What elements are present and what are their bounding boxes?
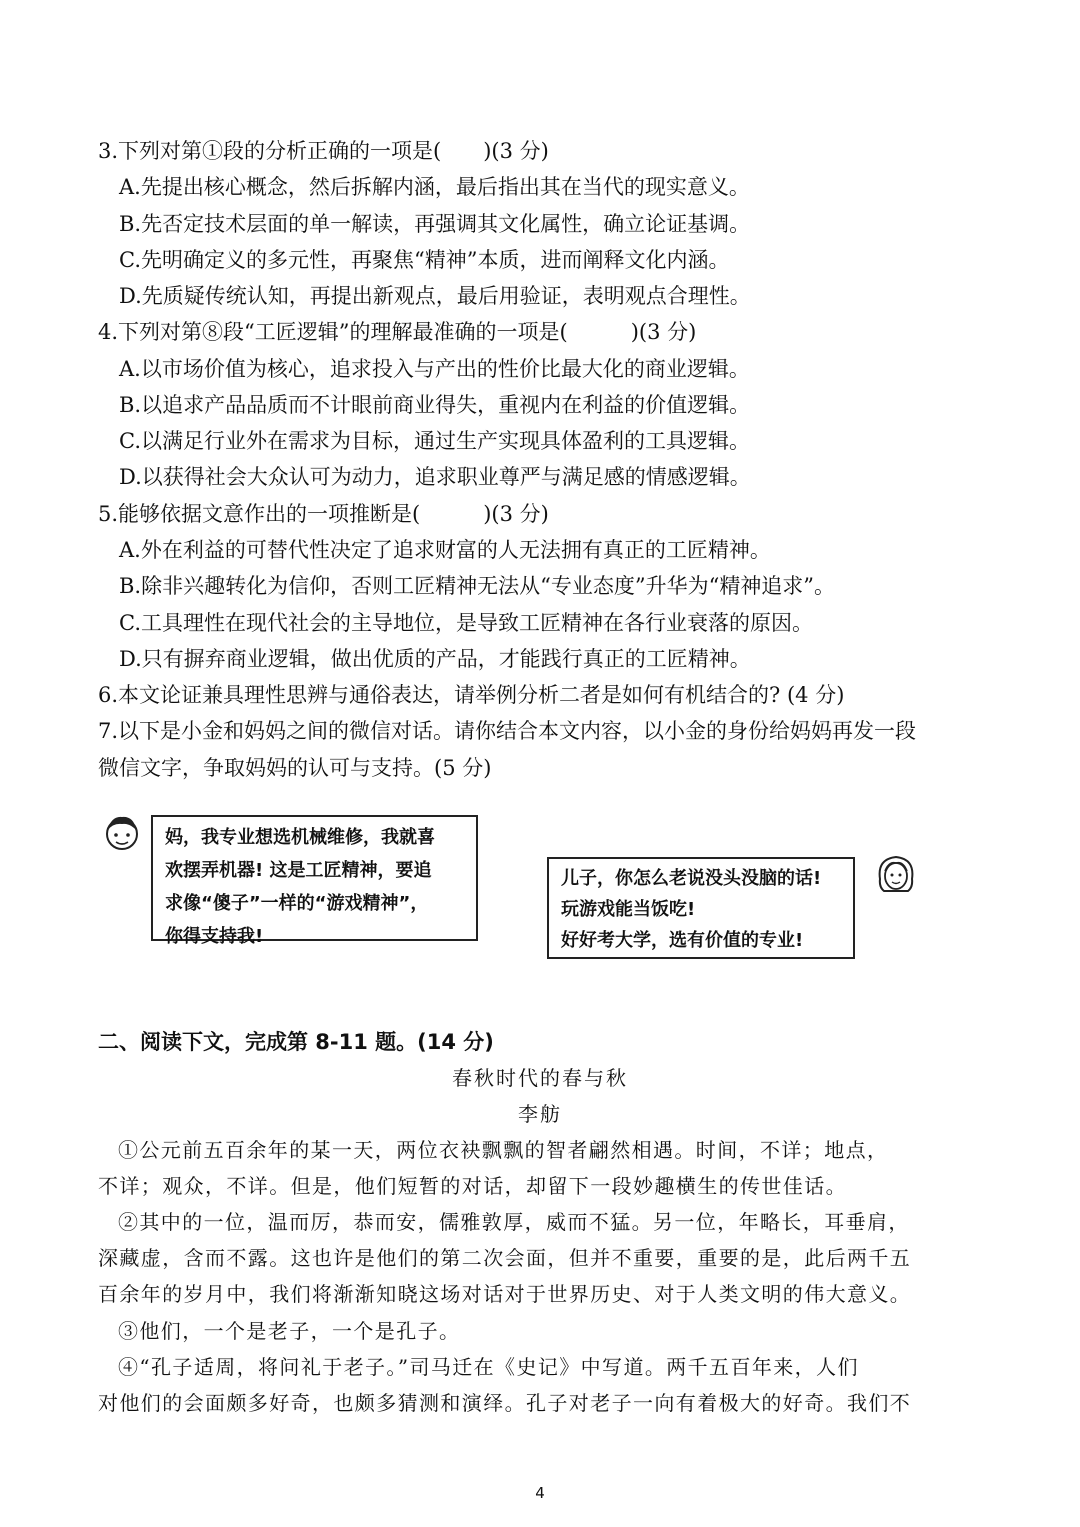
question-5-stem: 5.能够依据文意作出的一项推断是( )(3 分) <box>98 502 549 526</box>
mom-message-line-2: 玩游戏能当饭吃! <box>561 899 696 920</box>
mom-message-line-3: 好好考大学，选有价值的专业! <box>561 930 804 951</box>
article-paragraph-line: ①公元前五百余年的某一天，两位衣袂飘飘的智者翩然相遇。时间，不详；地点， <box>118 1138 889 1162</box>
article-paragraph-line: 深藏虚，含而不露。这也许是他们的第二次会面，但并不重要，重要的是，此后两千五 <box>98 1246 912 1270</box>
son-chat-bubble <box>151 815 478 947</box>
question-3-stem: 3.下列对第①段的分析正确的一项是( )(3 分) <box>98 139 549 163</box>
article-paragraph-line: 对他们的会面颇多好奇，也颇多猜测和演绎。孔子对老子一向有着极大的好奇。我们不 <box>98 1391 912 1415</box>
question-4-option-c: C.以满足行业外在需求为目标，通过生产实现具体盈利的工具逻辑。 <box>119 429 750 453</box>
question-4-option-b: B.以追求产品品质而不计眼前商业得失，重视内在利益的价值逻辑。 <box>119 393 751 417</box>
son-avatar-icon <box>103 812 141 858</box>
question-6: 6.本文论证兼具理性思辨与通俗表达，请举例分析二者是如何有机结合的? (4 分) <box>98 683 845 707</box>
question-3-option-d: D.先质疑传统认知，再提出新观点，最后用验证，表明观点合理性。 <box>119 284 751 308</box>
article-title: 春秋时代的春与秋 <box>452 1066 628 1090</box>
article-paragraph-line: 百余年的岁月中，我们将渐渐知晓这场对话对于世界历史、对于人类文明的伟大意义。 <box>98 1282 912 1306</box>
question-3-option-b: B.先否定技术层面的单一解读，再强调其文化属性，确立论证基调。 <box>119 212 751 236</box>
mom-avatar-icon <box>873 851 919 901</box>
article-paragraph-line: 不详；观众，不详。但是，他们短暂的对话，却留下一段妙趣横生的传世佳话。 <box>98 1174 847 1198</box>
question-5-option-a: A.外在利益的可替代性决定了追求财富的人无法拥有真正的工匠精神。 <box>119 538 771 562</box>
son-message-line-4: 你得支持我! <box>165 926 264 947</box>
question-7-line-2: 微信文字，争取妈妈的认可与支持。(5 分) <box>98 756 492 780</box>
page-number: 4 <box>535 1484 545 1502</box>
question-5-option-c: C.工具理性在现代社会的主导地位，是导致工匠精神在各行业衰落的原因。 <box>119 611 813 635</box>
question-5-option-b: B.除非兴趣转化为信仰，否则工匠精神无法从“专业态度”升华为“精神追求”。 <box>119 574 836 598</box>
son-message-line-2: 欢摆弄机器! 这是工匠精神，要追 <box>165 860 432 881</box>
son-message-line-1: 妈，我专业想选机械维修，我就喜 <box>165 827 435 848</box>
question-5-option-d: D.只有摒弃商业逻辑，做出优质的产品，才能践行真正的工匠精神。 <box>119 647 751 671</box>
article-paragraph-line: ④“孔子适周，将问礼于老子。”司马迁在《史记》中写道。两千五百年来，人们 <box>118 1355 859 1379</box>
mom-chat-bubble <box>547 857 855 959</box>
question-4-stem: 4.下列对第⑧段“工匠逻辑”的理解最准确的一项是( )(3 分) <box>98 320 697 344</box>
article-author: 李舫 <box>518 1102 562 1126</box>
section-2-heading: 二、阅读下文，完成第 8-11 题。(14 分) <box>98 1030 494 1054</box>
question-4-option-d: D.以获得社会大众认可为动力，追求职业尊严与满足感的情感逻辑。 <box>119 465 751 489</box>
question-3-option-c: C.先明确定义的多元性，再聚焦“精神”本质，进而阐释文化内涵。 <box>119 248 730 272</box>
question-3-option-a: A.先提出核心概念，然后拆解内涵，最后指出其在当代的现实意义。 <box>119 175 750 199</box>
question-7-line-1: 7.以下是小金和妈妈之间的微信对话。请你结合本文内容，以小金的身份给妈妈再发一段 <box>98 719 917 743</box>
son-message-line-3: 求像“傻子”一样的“游戏精神”， <box>165 893 429 914</box>
question-4-option-a: A.以市场价值为核心，追求投入与产出的性价比最大化的商业逻辑。 <box>119 357 750 381</box>
article-paragraph-line: ③他们，一个是老子，一个是孔子。 <box>118 1319 461 1343</box>
mom-message-line-1: 儿子，你怎么老说没头没脑的话! <box>561 868 822 889</box>
article-paragraph-line: ②其中的一位，温而厉，恭而安，儒雅敦厚，威而不猛。另一位，年略长，耳垂肩， <box>118 1210 910 1234</box>
